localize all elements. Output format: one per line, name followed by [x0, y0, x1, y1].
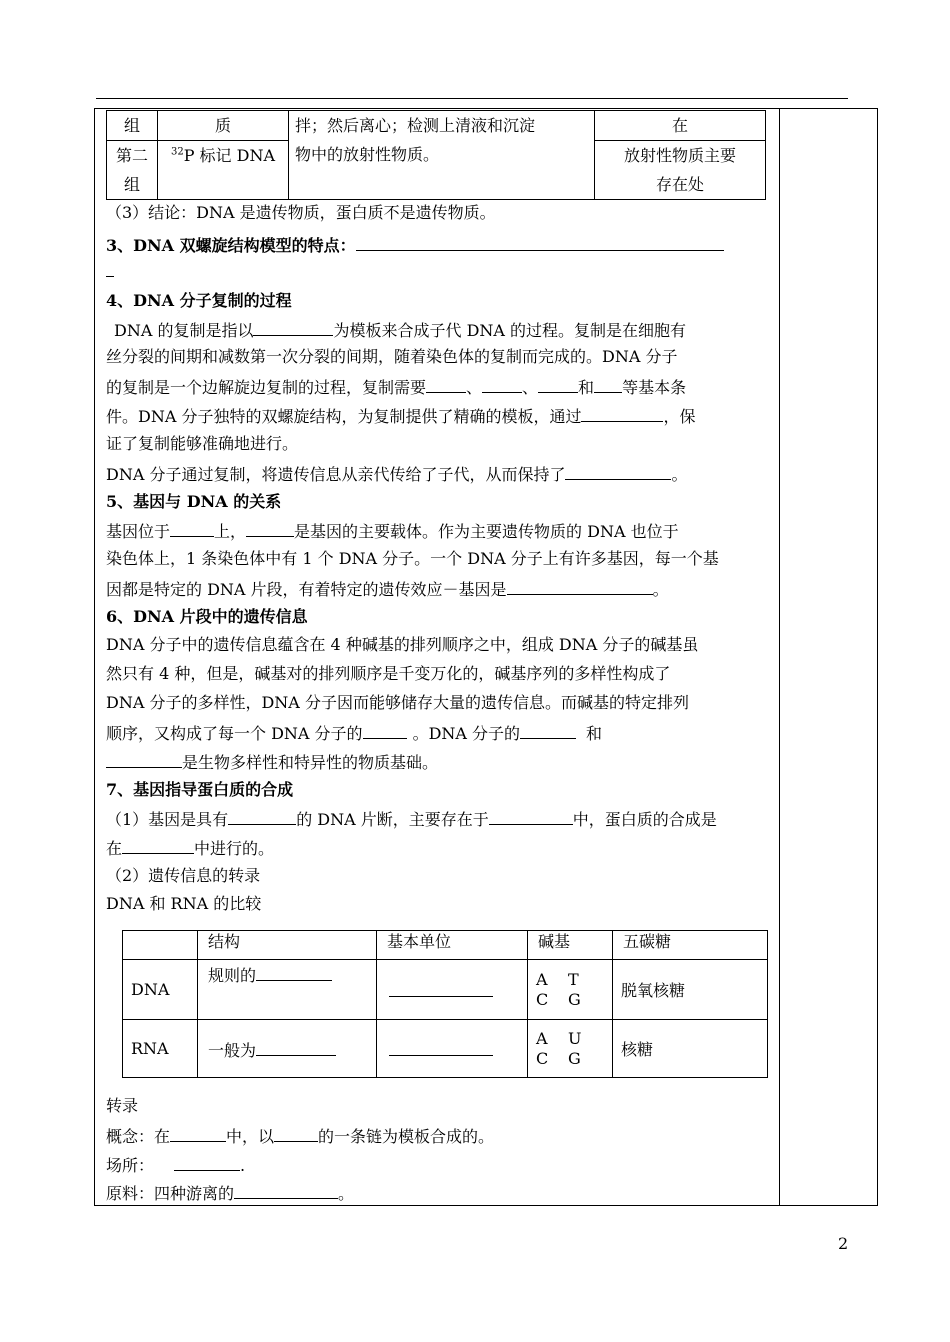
table-cell	[377, 1020, 528, 1078]
table-header-cell: 五碳糖	[613, 931, 768, 960]
text-line: 概念：在 中，以 的一条链为模板合成的。	[106, 1123, 770, 1149]
cell-line: 拌；然后离心；检测上清液和沉淀	[295, 116, 536, 135]
section-6-title: 6、DNA 片段中的遗传信息	[106, 607, 308, 626]
cell-line: 存在处	[655, 175, 704, 194]
table-cell: 质	[158, 111, 289, 141]
text-line: 场所： .	[106, 1152, 770, 1178]
answer-blank	[106, 258, 114, 277]
answer-blank	[520, 720, 576, 739]
text-line: 证了复制能够准确地进行。	[106, 434, 299, 453]
text-line: （1）基因是具有 的 DNA 片断，主要存在于 中，蛋白质的合成是	[106, 806, 770, 832]
table-cell: DNA	[123, 960, 198, 1020]
answer-blank	[170, 1123, 226, 1142]
text-line: 顺序，又构成了每一个 DNA 分子的 。DNA 分子的 和	[106, 720, 770, 746]
text-line: DNA 分子通过复制，将遗传信息从亲代传给了子代，从而保持了 。	[106, 461, 770, 487]
answer-blank	[228, 806, 296, 825]
base-grid: A T C G	[536, 969, 581, 1009]
table-cell	[528, 960, 613, 1020]
answer-blank	[363, 720, 407, 739]
table-cell: 在	[595, 111, 766, 141]
table-cell: RNA	[123, 1020, 198, 1078]
answer-blank-line	[106, 258, 770, 284]
table-cell: 一般为	[198, 1020, 377, 1078]
section-4-title: 4、DNA 分子复制的过程	[106, 291, 292, 310]
experiment-table	[106, 110, 766, 200]
cell-line: 放射性物质主要	[623, 146, 736, 165]
text-line: 丝分裂的间期和减数第一次分裂的间期，随着染色体的复制而完成的。DNA 分子	[106, 347, 678, 366]
table-cell: 规则的	[198, 960, 377, 1020]
text-line: 基因位于 上， 是基因的主要载体。作为主要遗传物质的 DNA 也位于	[106, 518, 770, 544]
answer-blank	[565, 461, 671, 480]
answer-blank	[256, 962, 332, 981]
answer-blank	[122, 835, 194, 854]
answer-blank	[174, 1152, 240, 1171]
answer-blank	[482, 374, 522, 393]
text-line: DNA 和 RNA 的比较	[106, 894, 262, 913]
frame-divider	[779, 109, 780, 1205]
text-line: DNA 的复制是指以 为模板来合成子代 DNA 的过程。复制是在细胞有	[106, 317, 778, 343]
table-cell: 脱氧核糖	[613, 960, 768, 1020]
table-header-cell: 基本单位	[377, 931, 528, 960]
answer-blank	[234, 1180, 338, 1199]
text-line: 染色体上，1 条染色体中有 1 个 DNA 分子。一个 DNA 分子上有许多基因，每一个基	[106, 549, 719, 568]
text-line: 因都是特定的 DNA 片段，有着特定的遗传效应－基因是 。	[106, 576, 770, 602]
answer-blank	[389, 978, 493, 997]
answer-blank	[507, 576, 653, 595]
text-line: 原料：四种游离的 。	[106, 1180, 770, 1206]
base-grid: A U C G	[536, 1028, 582, 1068]
text-line: 件。DNA 分子独特的双螺旋结构，为复制提供了精确的模板，通过 ，保	[106, 403, 770, 429]
table-row	[123, 1020, 768, 1078]
table-cell	[528, 1020, 613, 1078]
answer-blank	[274, 1123, 318, 1142]
answer-blank	[426, 374, 466, 393]
table-header-cell: 碱基	[528, 931, 613, 960]
answer-blank	[489, 806, 573, 825]
answer-blank	[581, 403, 663, 422]
section-7-title: 7、基因指导蛋白质的合成	[106, 780, 294, 799]
cell-line: 物中的放射性物质。	[295, 145, 440, 164]
section-3-title: 3、DNA 双螺旋结构模型的特点：	[106, 232, 770, 258]
answer-blank	[356, 232, 724, 251]
cell-line: 第二	[115, 146, 148, 165]
cell-line: 组	[123, 175, 140, 194]
text-line: DNA 分子的多样性，DNA 分子因而能够储存大量的遗传信息。而碱基的特定排列	[106, 693, 689, 712]
conclusion-line: （3）结论：DNA 是遗传物质，蛋白质不是遗传物质。	[106, 203, 496, 222]
page-number: 2	[838, 1234, 849, 1253]
table-cell: 组	[107, 111, 158, 141]
table-row	[107, 111, 766, 141]
table-row	[123, 960, 768, 1020]
answer-blank	[256, 1037, 336, 1056]
answer-blank	[253, 317, 333, 336]
answer-blank	[170, 518, 214, 537]
answer-blank	[106, 749, 182, 768]
table-cell	[289, 111, 595, 200]
header-rule	[96, 98, 848, 99]
table-cell: 核糖	[613, 1020, 768, 1078]
table-cell	[595, 141, 766, 200]
text-line: 的复制是一个边解旋边复制的过程，复制需要 、 、 和 等基本条	[106, 374, 770, 400]
text-line: 然只有 4 种，但是，碱基对的排列顺序是千变万化的，碱基序列的多样性构成了	[106, 664, 671, 683]
table-cell	[107, 141, 158, 200]
isotope-superscript: 32	[170, 146, 184, 158]
table-cell	[158, 141, 289, 200]
text-line: DNA 分子中的遗传信息蕴含在 4 种碱基的排列顺序之中，组成 DNA 分子的碱基虽	[106, 635, 699, 654]
text-line: 是生物多样性和特异性的物质基础。	[106, 749, 770, 775]
answer-blank	[538, 374, 578, 393]
answer-blank	[389, 1037, 493, 1056]
text-line: （2）遗传信息的转录	[106, 866, 261, 885]
table-cell	[377, 960, 528, 1020]
cell-text: P 标记 DNA	[183, 146, 276, 165]
text-line: 在 中进行的。	[106, 835, 770, 861]
section-5-title: 5、基因与 DNA 的关系	[106, 492, 282, 511]
answer-blank	[246, 518, 294, 537]
table-row	[123, 931, 768, 960]
answer-blank	[594, 374, 622, 393]
dna-rna-compare-table	[122, 930, 768, 1078]
table-header-cell	[123, 931, 198, 960]
table-header-cell: 结构	[198, 931, 377, 960]
transcription-title: 转录	[106, 1096, 139, 1115]
